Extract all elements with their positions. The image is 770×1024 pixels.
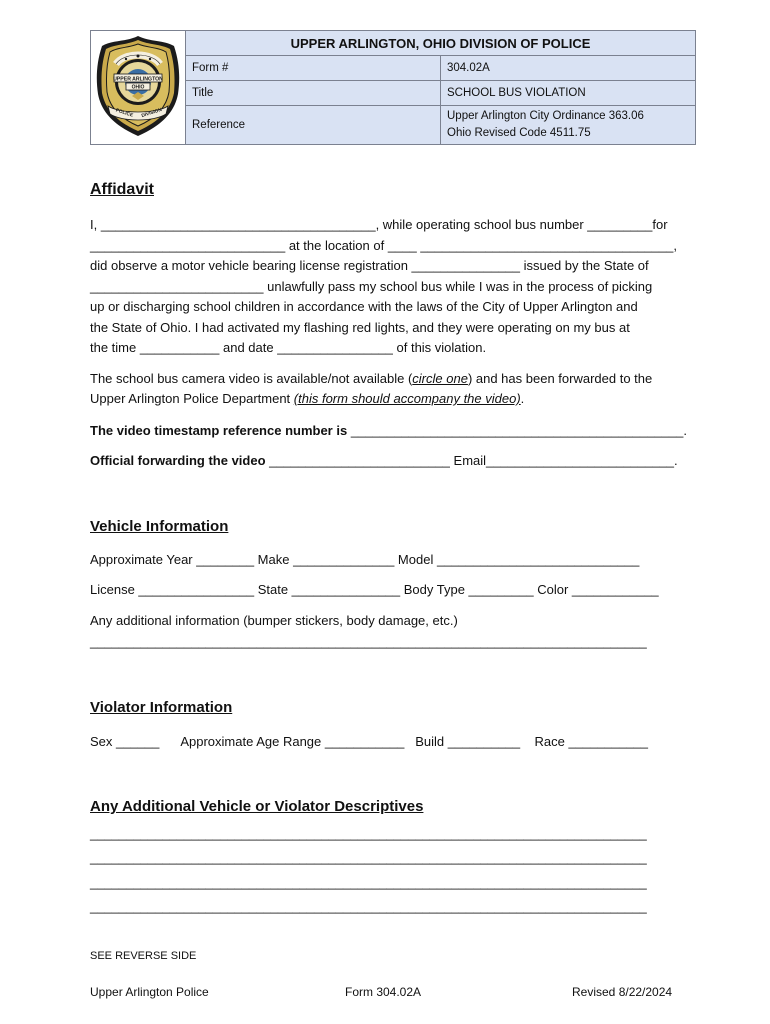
form-number-value: 304.02A xyxy=(441,56,696,81)
affidavit-line-7[interactable]: the time ___________ and date ________________ of this violation. xyxy=(90,340,487,355)
police-badge-logo xyxy=(91,31,186,145)
reference-label: Reference xyxy=(186,106,441,145)
timestamp-reference-field[interactable]: ______________________________________________. xyxy=(350,423,688,438)
video-availability-line-2 xyxy=(90,391,680,406)
badge-icon xyxy=(94,34,182,138)
reference-value xyxy=(441,106,696,145)
department-name: UPPER ARLINGTON, OHIO DIVISION OF POLICE xyxy=(186,31,696,56)
circle-one-note: circle one xyxy=(412,371,468,386)
additional-descriptives-line-1[interactable]: _____________________________________________________________________________ xyxy=(90,826,647,841)
title-value: SCHOOL BUS VIOLATION xyxy=(441,81,696,106)
email-field[interactable]: __________________________. xyxy=(486,453,678,468)
video-line-2-tail: . xyxy=(520,391,525,406)
violator-details-line[interactable]: Sex ______ Approximate Age Range ___________ Build __________ Race ___________ xyxy=(90,734,649,749)
vehicle-year-make-model[interactable]: Approximate Year ________ Make ______________ Model ____________________________ xyxy=(90,552,640,567)
reference-line-2: Ohio Revised Code 4511.75 xyxy=(447,127,591,139)
footer-left: Upper Arlington Police xyxy=(90,985,209,999)
form-header-table xyxy=(90,30,696,145)
email-label: Email xyxy=(453,453,487,468)
vehicle-additional-info-label: Any additional information (bumper stickers, body damage, etc.) xyxy=(90,613,458,628)
see-reverse-side: SEE REVERSE SIDE xyxy=(90,950,197,962)
official-forwarding-field[interactable]: _________________________ xyxy=(269,453,450,468)
affidavit-line-2[interactable]: ___________________________ at the location of ____ ___________________________________, xyxy=(90,238,678,253)
timestamp-reference-line[interactable] xyxy=(90,423,688,438)
badge-city-text: UPPER ARLINGTON xyxy=(113,76,163,83)
additional-descriptives-line-2[interactable]: _____________________________________________________________________________ xyxy=(90,850,647,865)
video-line-2-text: Upper Arlington Police Department xyxy=(90,391,294,406)
reference-line-1: Upper Arlington City Ordinance 363.06 xyxy=(447,110,644,122)
official-forwarding-line[interactable] xyxy=(90,453,680,468)
additional-descriptives-title: Any Additional Vehicle or Violator Descriptives xyxy=(90,798,424,815)
badge-division-text: DIVISION xyxy=(141,107,163,120)
vehicle-license-state-body-color[interactable]: License ________________ State _______________ Body Type _________ Color ____________ xyxy=(90,582,659,597)
accompany-video-note: (this form should accompany the video) xyxy=(293,391,521,406)
video-line-1-text: The school bus camera video is available/not available ( xyxy=(90,371,413,386)
affidavit-line-3[interactable]: did observe a motor vehicle bearing license registration _______________ issued by the State of xyxy=(90,258,649,273)
footer-revised-date: Revised 8/22/2024 xyxy=(572,985,673,999)
affidavit-line-4[interactable]: ________________________ unlawfully pass my school bus while I was in the process of picking xyxy=(90,279,653,294)
form-number-label: Form # xyxy=(186,56,441,81)
video-availability-line-1 xyxy=(90,371,680,386)
timestamp-reference-label: The video timestamp reference number is xyxy=(90,423,348,438)
affidavit-line-5: up or discharging school children in accordance with the laws of the City of Upper Arlington and xyxy=(90,299,638,314)
footer-form-number: Form 304.02A xyxy=(345,985,422,999)
video-line-1-tail: ) and has been forwarded to the xyxy=(467,371,653,386)
additional-descriptives-line-4[interactable]: _____________________________________________________________________________ xyxy=(90,899,647,914)
additional-descriptives-line-3[interactable]: _____________________________________________________________________________ xyxy=(90,875,647,890)
badge-state-text: OHIO xyxy=(131,84,145,91)
violator-information-title: Violator Information xyxy=(90,699,233,716)
vehicle-information-title: Vehicle Information xyxy=(90,518,229,535)
vehicle-additional-info-field[interactable]: _____________________________________________________________________________ xyxy=(90,634,647,649)
affidavit-title: Affidavit xyxy=(90,181,154,198)
affidavit-line-6: the State of Ohio. I had activated my flashing red lights, and they were operating on my bus at xyxy=(90,320,630,335)
badge-police-text: POLICE xyxy=(114,108,134,119)
official-forwarding-label: Official forwarding the video xyxy=(90,453,266,468)
affidavit-line-1[interactable]: I, ______________________________________, while operating school bus number _________for xyxy=(90,217,668,232)
title-label: Title xyxy=(186,81,441,106)
